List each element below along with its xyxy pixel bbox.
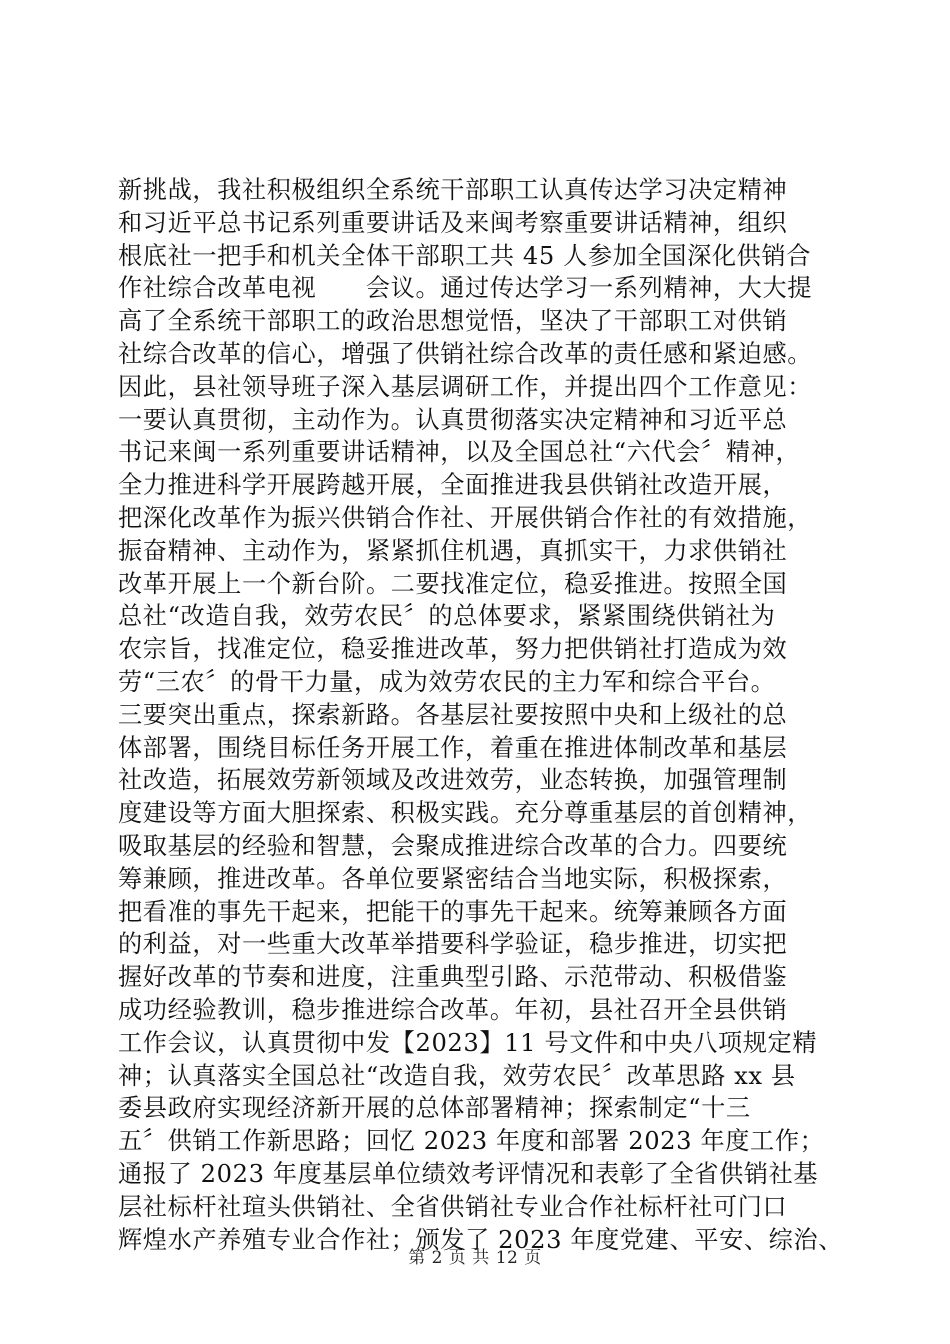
text-line: 辉煌水产养殖专业合作社；颁发了 2023 年度党建、平安、综治、 <box>118 1225 844 1254</box>
text-line: 体部署，围绕目标任务开展工作，着重在推进体制改革和基层 <box>118 733 788 762</box>
text-line: 把深化改革作为振兴供销合作社、开展供销合作社的有效措施， <box>118 503 813 532</box>
text-line: 筹兼顾，推进改革。各单位要紧密结合当地实际，积极探索， <box>118 864 788 893</box>
text-line: 通报了 2023 年度基层单位绩效考评情况和表彰了全省供销社基 <box>118 1159 819 1188</box>
text-line: 劳“三农〞的骨干力量，成为效劳农民的主力军和综合平台。 <box>118 667 776 696</box>
body-text <box>118 174 858 1256</box>
text-line: 作社综合改革电视 会议。通过传达学习一系列精神，大大提 <box>118 274 813 303</box>
text-line: 总社“改造自我，效劳农民〞的总体要求，紧紧围绕供销社为 <box>118 602 776 631</box>
text-line: 改革开展上一个新台阶。二要找准定位，稳妥推进。按照全国 <box>118 569 788 598</box>
text-line: 社改造，拓展效劳新领域及改进效劳，业态转换，加强管理制 <box>118 766 788 795</box>
text-line: 神；认真落实全国总社“改造自我，效劳农民〞改革思路 xx 县 <box>118 1061 796 1090</box>
text-line: 三要突出重点，探索新路。各基层社要按照中央和上级社的总 <box>118 700 788 729</box>
text-line: 书记来闽一系列重要讲话精神，以及全国总社“六代会〞精神， <box>118 438 801 467</box>
text-line: 新挑战，我社积极组织全系统干部职工认真传达学习决定精神 <box>118 176 788 204</box>
text-line: 农宗旨，找准定位，稳妥推进改革，努力把供销社打造成为效 <box>118 635 788 664</box>
page-footer: 第 2 页 共 12 页 <box>408 1248 542 1268</box>
text-line: 社综合改革的信心，增强了供销社综合改革的责任感和紧迫感。 <box>118 339 813 368</box>
text-line: 根底社一把手和机关全体干部职工共 45 人参加全国深化供销合 <box>118 241 812 270</box>
text-line: 吸取基层的经验和智慧，会聚成推进综合改革的合力。四要统 <box>118 831 788 860</box>
text-line: 因此，县社领导班子深入基层调研工作，并提出四个工作意见： <box>118 372 813 401</box>
text-line: 全力推进科学开展跨越开展，全面推进我县供销社改造开展， <box>118 471 788 500</box>
text-line: 五〞供销工作新思路；回忆 2023 年度和部署 2023 年度工作； <box>118 1127 825 1156</box>
text-line: 和习近平总书记系列重要讲话及来闽考察重要讲话精神，组织 <box>118 208 788 237</box>
text-line: 工作会议，认真贯彻中发【2023】11 号文件和中央八项规定精 <box>118 1028 818 1057</box>
text-line: 委县政府实现经济新开展的总体部署精神；探索制定“十三 <box>118 1094 751 1123</box>
text-line: 一要认真贯彻，主动作为。认真贯彻落实决定精神和习近平总 <box>118 405 788 434</box>
text-line: 度建设等方面大胆探索、积极实践。充分尊重基层的首创精神， <box>118 799 813 828</box>
text-line: 的利益，对一些重大改革举措要科学验证，稳步推进，切实把 <box>118 930 788 959</box>
text-line: 层社标杆社瑄头供销社、全省供销社专业合作社标杆社可门口 <box>118 1192 788 1221</box>
text-line: 振奋精神、主动作为，紧紧抓住机遇，真抓实干，力求供销社 <box>118 536 788 565</box>
text-line: 高了全系统干部职工的政治思想觉悟，坚决了干部职工对供销 <box>118 307 788 336</box>
text-line: 成功经验教训，稳步推进综合改革。年初，县社召开全县供销 <box>118 995 788 1024</box>
text-line: 把看准的事先干起来，把能干的事先干起来。统筹兼顾各方面 <box>118 897 788 926</box>
text-line: 握好改革的节奏和进度，注重典型引路、示范带动、积极借鉴 <box>118 963 788 992</box>
